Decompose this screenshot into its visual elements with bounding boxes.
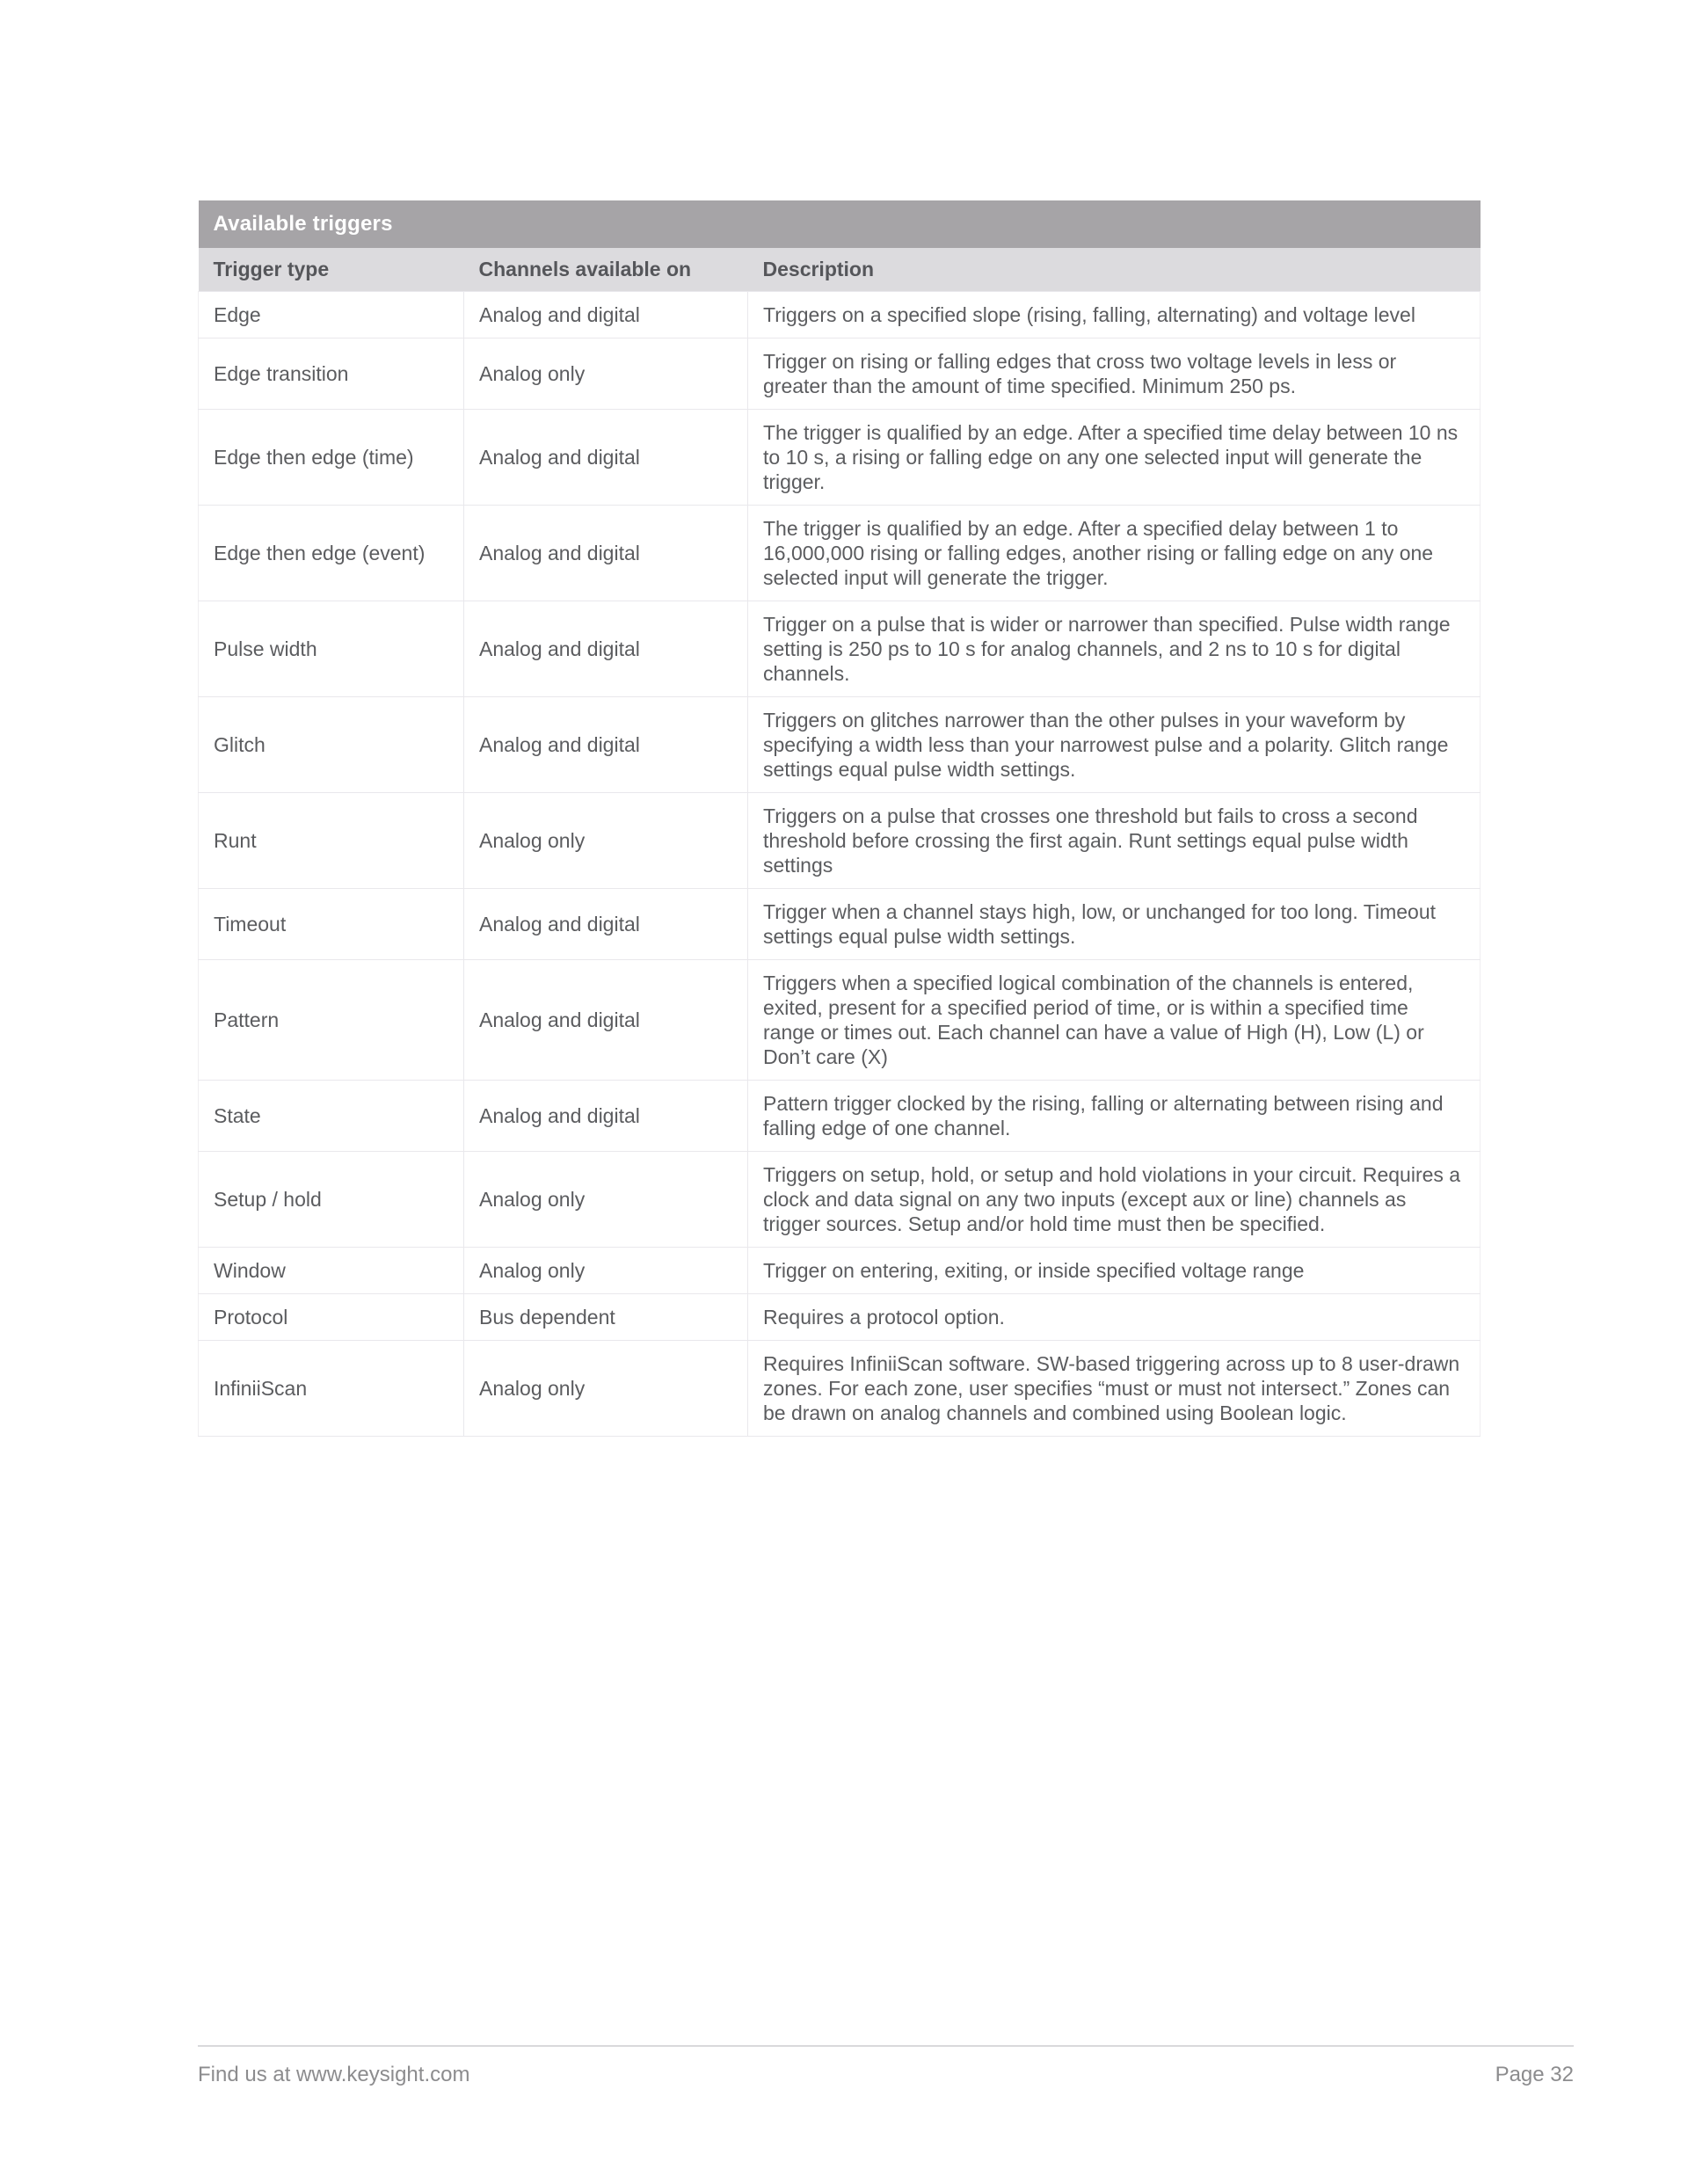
cell-description: The trigger is qualified by an edge. After a specified time delay between 10 ns to 10 s, a rising or falling edge on any one selected input will generate the trigger. xyxy=(748,410,1481,506)
cell-description: Triggers on a specified slope (rising, falling, alternating) and voltage level xyxy=(748,292,1481,339)
table-row xyxy=(199,506,1481,601)
page-footer xyxy=(198,2045,1574,2087)
table-title: Available triggers xyxy=(199,200,1481,248)
table-row xyxy=(199,1341,1481,1437)
cell-channels: Analog and digital xyxy=(464,506,748,601)
table-row xyxy=(199,1152,1481,1248)
cell-channels: Analog only xyxy=(464,1152,748,1248)
cell-channels: Analog and digital xyxy=(464,960,748,1081)
cell-trigger-type: InfiniiScan xyxy=(199,1341,464,1437)
cell-trigger-type: Window xyxy=(199,1248,464,1294)
cell-trigger-type: Edge transition xyxy=(199,339,464,410)
cell-channels: Analog and digital xyxy=(464,410,748,506)
available-triggers-section xyxy=(198,200,1480,1437)
table-row xyxy=(199,1294,1481,1341)
cell-channels: Analog only xyxy=(464,1248,748,1294)
cell-trigger-type: Glitch xyxy=(199,697,464,793)
cell-trigger-type: Edge then edge (time) xyxy=(199,410,464,506)
cell-channels: Analog only xyxy=(464,339,748,410)
available-triggers-table xyxy=(198,200,1481,1437)
cell-description: Pattern trigger clocked by the rising, falling or alternating between rising and falling edge of one channel. xyxy=(748,1081,1481,1152)
cell-trigger-type: Pulse width xyxy=(199,601,464,697)
cell-description: Trigger on a pulse that is wider or narrower than specified. Pulse width range setting is 250 ps to 10 s for analog channels, and 2 ns to 10 s for digital channels. xyxy=(748,601,1481,697)
cell-description: Trigger on entering, exiting, or inside specified voltage range xyxy=(748,1248,1481,1294)
column-header-channels: Channels available on xyxy=(464,248,748,292)
cell-description: Triggers on glitches narrower than the other pulses in your waveform by specifying a width less than your narrowest pulse and a polarity. Glitch range settings equal pulse width settings. xyxy=(748,697,1481,793)
cell-channels: Analog and digital xyxy=(464,1081,748,1152)
cell-description: The trigger is qualified by an edge. After a specified delay between 1 to 16,000,000 rising or falling edges, another rising or falling edge on any one selected input will generate the trigger. xyxy=(748,506,1481,601)
cell-channels: Analog only xyxy=(464,1341,748,1437)
cell-channels: Analog and digital xyxy=(464,601,748,697)
cell-description: Requires a protocol option. xyxy=(748,1294,1481,1341)
cell-trigger-type: Edge xyxy=(199,292,464,339)
table-row xyxy=(199,889,1481,960)
cell-trigger-type: Timeout xyxy=(199,889,464,960)
cell-channels: Analog and digital xyxy=(464,292,748,339)
table-body xyxy=(199,292,1481,1437)
cell-channels: Bus dependent xyxy=(464,1294,748,1341)
cell-description: Triggers on setup, hold, or setup and hold violations in your circuit. Requires a clock and data signal on any two inputs (except aux or line) channels as trigger sources. Setup and/or hold time must then be specified. xyxy=(748,1152,1481,1248)
column-header-trigger-type: Trigger type xyxy=(199,248,464,292)
table-head xyxy=(199,200,1481,292)
table-row xyxy=(199,697,1481,793)
cell-trigger-type: Setup / hold xyxy=(199,1152,464,1248)
cell-trigger-type: Runt xyxy=(199,793,464,889)
footer-page-number: Page 32 xyxy=(1495,2063,1574,2086)
cell-description: Trigger on rising or falling edges that cross two voltage levels in less or greater than the amount of time specified. Minimum 250 ps. xyxy=(748,339,1481,410)
cell-trigger-type: Pattern xyxy=(199,960,464,1081)
cell-trigger-type: Protocol xyxy=(199,1294,464,1341)
table-row xyxy=(199,1081,1481,1152)
cell-channels: Analog and digital xyxy=(464,697,748,793)
cell-trigger-type: Edge then edge (event) xyxy=(199,506,464,601)
table-row xyxy=(199,410,1481,506)
column-header-description: Description xyxy=(748,248,1481,292)
table-row xyxy=(199,601,1481,697)
table-header-row xyxy=(199,248,1481,292)
cell-trigger-type: State xyxy=(199,1081,464,1152)
cell-description: Triggers on a pulse that crosses one threshold but fails to cross a second threshold before crossing the first again. Runt settings equal pulse width settings xyxy=(748,793,1481,889)
footer-find-us-text: Find us at www.keysight.com xyxy=(198,2063,470,2086)
table-row xyxy=(199,339,1481,410)
table-title-row xyxy=(199,200,1481,248)
cell-description: Triggers when a specified logical combination of the channels is entered, exited, present for a specified period of time, or is within a specified time range or times out. Each channel can have a value of High (H), Low (L) or Don’t care (X) xyxy=(748,960,1481,1081)
cell-description: Requires InfiniiScan software. SW-based triggering across up to 8 user-drawn zones. For each zone, user specifies “must or must not intersect.” Zones can be drawn on analog channels and combined using Boolean logic. xyxy=(748,1341,1481,1437)
table-row xyxy=(199,960,1481,1081)
cell-channels: Analog only xyxy=(464,793,748,889)
cell-description: Trigger when a channel stays high, low, or unchanged for too long. Timeout settings equal pulse width settings. xyxy=(748,889,1481,960)
table-row xyxy=(199,292,1481,339)
cell-channels: Analog and digital xyxy=(464,889,748,960)
table-row xyxy=(199,793,1481,889)
table-row xyxy=(199,1248,1481,1294)
